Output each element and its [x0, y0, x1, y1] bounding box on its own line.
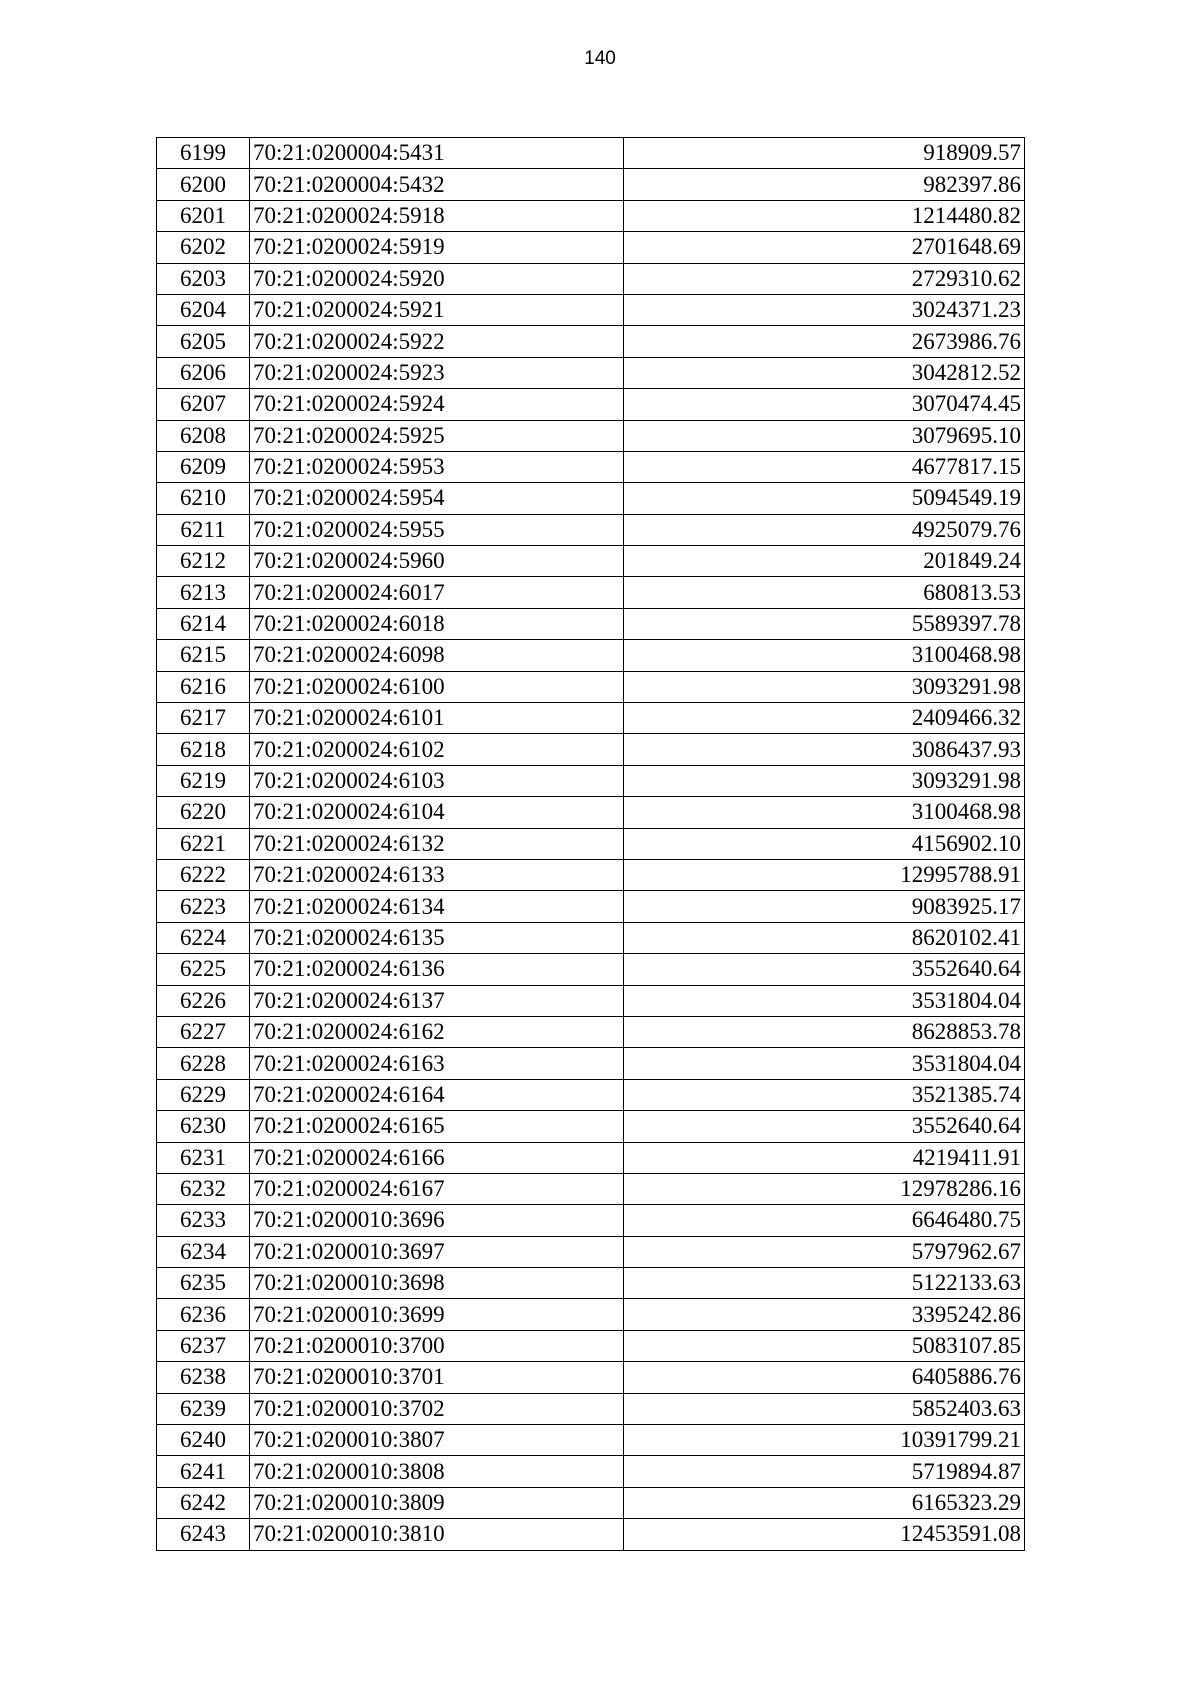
row-number-cell: 6204: [157, 294, 250, 325]
row-number-cell: 6223: [157, 891, 250, 922]
row-number-cell: 6221: [157, 828, 250, 859]
row-number-cell: 6243: [157, 1519, 250, 1550]
table-row: [157, 357, 1025, 388]
cadastral-value-cell: 12978286.16: [624, 1173, 1025, 1204]
row-number-cell: 6230: [157, 1111, 250, 1142]
row-number-cell: 6208: [157, 420, 250, 451]
cadastral-value-cell: 3531804.04: [624, 985, 1025, 1016]
table-row: [157, 1236, 1025, 1267]
cadastral-number-cell: 70:21:0200024:5921: [250, 294, 624, 325]
cadastral-value-cell: 8628853.78: [624, 1016, 1025, 1047]
cadastral-value-cell: 3552640.64: [624, 1111, 1025, 1142]
cadastral-number-cell: 70:21:0200024:5918: [250, 200, 624, 231]
row-number-cell: 6206: [157, 357, 250, 388]
table-row: [157, 389, 1025, 420]
table-row: [157, 294, 1025, 325]
row-number-cell: 6242: [157, 1487, 250, 1518]
row-number-cell: 6234: [157, 1236, 250, 1267]
row-number-cell: 6201: [157, 200, 250, 231]
cadastral-number-cell: 70:21:0200024:5923: [250, 357, 624, 388]
row-number-cell: 6212: [157, 546, 250, 577]
cadastral-number-cell: 70:21:0200024:6132: [250, 828, 624, 859]
cadastral-number-cell: 70:21:0200024:5922: [250, 326, 624, 357]
cadastral-value-cell: 6405886.76: [624, 1362, 1025, 1393]
cadastral-value-cell: 6646480.75: [624, 1205, 1025, 1236]
cadastral-number-cell: 70:21:0200024:5960: [250, 546, 624, 577]
table-row: [157, 483, 1025, 514]
table-row: [157, 1330, 1025, 1361]
cadastral-number-cell: 70:21:0200010:3699: [250, 1299, 624, 1330]
cadastral-value-cell: 10391799.21: [624, 1425, 1025, 1456]
row-number-cell: 6241: [157, 1456, 250, 1487]
row-number-cell: 6233: [157, 1205, 250, 1236]
cadastral-value-cell: 3024371.23: [624, 294, 1025, 325]
cadastral-value-cell: 201849.24: [624, 546, 1025, 577]
cadastral-value-cell: 5852403.63: [624, 1393, 1025, 1424]
row-number-cell: 6224: [157, 922, 250, 953]
cadastral-value-cell: 2673986.76: [624, 326, 1025, 357]
cadastral-value-cell: 5589397.78: [624, 608, 1025, 639]
cadastral-number-cell: 70:21:0200024:6134: [250, 891, 624, 922]
table-row: [157, 797, 1025, 828]
table-row: [157, 734, 1025, 765]
cadastral-number-cell: 70:21:0200010:3810: [250, 1519, 624, 1550]
cadastral-value-cell: 3100468.98: [624, 797, 1025, 828]
cadastral-value-cell: 3552640.64: [624, 954, 1025, 985]
table-row: [157, 765, 1025, 796]
table-row: [157, 200, 1025, 231]
cadastral-value-cell: 3531804.04: [624, 1048, 1025, 1079]
table-row: [157, 985, 1025, 1016]
row-number-cell: 6214: [157, 608, 250, 639]
cadastral-number-cell: 70:21:0200024:6165: [250, 1111, 624, 1142]
cadastral-value-cell: 3395242.86: [624, 1299, 1025, 1330]
row-number-cell: 6222: [157, 859, 250, 890]
cadastral-value-cell: 5719894.87: [624, 1456, 1025, 1487]
table-row: [157, 1456, 1025, 1487]
cadastral-value-cell: 3042812.52: [624, 357, 1025, 388]
row-number-cell: 6199: [157, 138, 250, 169]
cadastral-number-cell: 70:21:0200024:6098: [250, 640, 624, 671]
cadastral-number-cell: 70:21:0200024:6017: [250, 577, 624, 608]
row-number-cell: 6238: [157, 1362, 250, 1393]
cadastral-value-cell: 5094549.19: [624, 483, 1025, 514]
table-row: [157, 703, 1025, 734]
row-number-cell: 6240: [157, 1425, 250, 1456]
cadastral-number-cell: 70:21:0200004:5432: [250, 169, 624, 200]
row-number-cell: 6209: [157, 451, 250, 482]
cadastral-value-cell: 918909.57: [624, 138, 1025, 169]
row-number-cell: 6217: [157, 703, 250, 734]
cadastral-value-cell: 2409466.32: [624, 703, 1025, 734]
row-number-cell: 6218: [157, 734, 250, 765]
table-row: [157, 1205, 1025, 1236]
cadastral-number-cell: 70:21:0200024:6166: [250, 1142, 624, 1173]
row-number-cell: 6239: [157, 1393, 250, 1424]
cadastral-value-cell: 680813.53: [624, 577, 1025, 608]
cadastral-number-cell: 70:21:0200010:3807: [250, 1425, 624, 1456]
cadastral-value-cell: 6165323.29: [624, 1487, 1025, 1518]
table-row: [157, 1393, 1025, 1424]
cadastral-value-cell: 3093291.98: [624, 765, 1025, 796]
table-row: [157, 608, 1025, 639]
table-row: [157, 640, 1025, 671]
table-row: [157, 546, 1025, 577]
cadastral-value-cell: 5797962.67: [624, 1236, 1025, 1267]
cadastral-value-cell: 982397.86: [624, 169, 1025, 200]
cadastral-number-cell: 70:21:0200024:6162: [250, 1016, 624, 1047]
cadastral-number-cell: 70:21:0200010:3702: [250, 1393, 624, 1424]
table-row: [157, 671, 1025, 702]
cadastral-number-cell: 70:21:0200024:5954: [250, 483, 624, 514]
table-row: [157, 451, 1025, 482]
cadastral-value-cell: 2729310.62: [624, 263, 1025, 294]
row-number-cell: 6226: [157, 985, 250, 1016]
table-row: [157, 577, 1025, 608]
row-number-cell: 6229: [157, 1079, 250, 1110]
table-row: [157, 954, 1025, 985]
cadastral-number-cell: 70:21:0200010:3701: [250, 1362, 624, 1393]
cadastral-number-cell: 70:21:0200024:6101: [250, 703, 624, 734]
cadastral-number-cell: 70:21:0200024:6137: [250, 985, 624, 1016]
cadastral-number-cell: 70:21:0200024:6136: [250, 954, 624, 985]
table-row: [157, 232, 1025, 263]
cadastral-number-cell: 70:21:0200024:5920: [250, 263, 624, 294]
cadastral-value-cell: 2701648.69: [624, 232, 1025, 263]
cadastral-number-cell: 70:21:0200024:5925: [250, 420, 624, 451]
table-row: [157, 263, 1025, 294]
table-row: [157, 922, 1025, 953]
row-number-cell: 6237: [157, 1330, 250, 1361]
row-number-cell: 6232: [157, 1173, 250, 1204]
table-row: [157, 828, 1025, 859]
row-number-cell: 6202: [157, 232, 250, 263]
cadastral-number-cell: 70:21:0200024:5919: [250, 232, 624, 263]
cadastral-value-cell: 5083107.85: [624, 1330, 1025, 1361]
row-number-cell: 6207: [157, 389, 250, 420]
cadastral-value-cell: 4219411.91: [624, 1142, 1025, 1173]
cadastral-value-cell: 4677817.15: [624, 451, 1025, 482]
table-row: [157, 859, 1025, 890]
row-number-cell: 6227: [157, 1016, 250, 1047]
cadastral-number-cell: 70:21:0200024:6102: [250, 734, 624, 765]
row-number-cell: 6228: [157, 1048, 250, 1079]
row-number-cell: 6213: [157, 577, 250, 608]
row-number-cell: 6235: [157, 1268, 250, 1299]
cadastral-value-cell: 12995788.91: [624, 859, 1025, 890]
table-row: [157, 891, 1025, 922]
cadastral-number-cell: 70:21:0200024:5924: [250, 389, 624, 420]
table-row: [157, 1268, 1025, 1299]
cadastral-number-cell: 70:21:0200010:3809: [250, 1487, 624, 1518]
cadastral-value-cell: 3079695.10: [624, 420, 1025, 451]
cadastral-number-cell: 70:21:0200010:3696: [250, 1205, 624, 1236]
row-number-cell: 6210: [157, 483, 250, 514]
cadastral-number-cell: 70:21:0200024:6104: [250, 797, 624, 828]
table-row: [157, 1487, 1025, 1518]
table-row: [157, 1362, 1025, 1393]
table-row: [157, 1425, 1025, 1456]
cadastral-value-cell: 3070474.45: [624, 389, 1025, 420]
cadastral-value-cell: 9083925.17: [624, 891, 1025, 922]
table-row: [157, 1048, 1025, 1079]
table-body: [157, 138, 1025, 1551]
table-row: [157, 1111, 1025, 1142]
row-number-cell: 6205: [157, 326, 250, 357]
cadastral-value-table: [156, 137, 1025, 1551]
cadastral-number-cell: 70:21:0200024:6133: [250, 859, 624, 890]
row-number-cell: 6215: [157, 640, 250, 671]
table-row: [157, 169, 1025, 200]
table-row: [157, 514, 1025, 545]
table-row: [157, 1016, 1025, 1047]
row-number-cell: 6200: [157, 169, 250, 200]
cadastral-number-cell: 70:21:0200010:3697: [250, 1236, 624, 1267]
cadastral-number-cell: 70:21:0200024:5955: [250, 514, 624, 545]
cadastral-number-cell: 70:21:0200024:6100: [250, 671, 624, 702]
cadastral-value-cell: 5122133.63: [624, 1268, 1025, 1299]
table-row: [157, 1519, 1025, 1550]
cadastral-number-cell: 70:21:0200024:6018: [250, 608, 624, 639]
cadastral-value-cell: 4925079.76: [624, 514, 1025, 545]
row-number-cell: 6220: [157, 797, 250, 828]
cadastral-value-cell: 3086437.93: [624, 734, 1025, 765]
row-number-cell: 6225: [157, 954, 250, 985]
table-row: [157, 1173, 1025, 1204]
cadastral-value-cell: 1214480.82: [624, 200, 1025, 231]
cadastral-number-cell: 70:21:0200024:6135: [250, 922, 624, 953]
cadastral-value-cell: 3521385.74: [624, 1079, 1025, 1110]
cadastral-value-cell: 8620102.41: [624, 922, 1025, 953]
cadastral-number-cell: 70:21:0200010:3698: [250, 1268, 624, 1299]
cadastral-value-cell: 4156902.10: [624, 828, 1025, 859]
row-number-cell: 6216: [157, 671, 250, 702]
table-row: [157, 1142, 1025, 1173]
table-row: [157, 420, 1025, 451]
table-row: [157, 138, 1025, 169]
cadastral-number-cell: 70:21:0200024:6164: [250, 1079, 624, 1110]
page-number: 140: [584, 48, 616, 69]
table-row: [157, 1299, 1025, 1330]
cadastral-number-cell: 70:21:0200024:6163: [250, 1048, 624, 1079]
cadastral-value-cell: 3093291.98: [624, 671, 1025, 702]
cadastral-number-cell: 70:21:0200024:6167: [250, 1173, 624, 1204]
table-row: [157, 326, 1025, 357]
cadastral-value-cell: 3100468.98: [624, 640, 1025, 671]
row-number-cell: 6231: [157, 1142, 250, 1173]
cadastral-number-cell: 70:21:0200024:5953: [250, 451, 624, 482]
row-number-cell: 6219: [157, 765, 250, 796]
cadastral-number-cell: 70:21:0200010:3700: [250, 1330, 624, 1361]
cadastral-number-cell: 70:21:0200010:3808: [250, 1456, 624, 1487]
row-number-cell: 6211: [157, 514, 250, 545]
cadastral-number-cell: 70:21:0200004:5431: [250, 138, 624, 169]
table-row: [157, 1079, 1025, 1110]
cadastral-value-cell: 12453591.08: [624, 1519, 1025, 1550]
row-number-cell: 6236: [157, 1299, 250, 1330]
cadastral-number-cell: 70:21:0200024:6103: [250, 765, 624, 796]
row-number-cell: 6203: [157, 263, 250, 294]
